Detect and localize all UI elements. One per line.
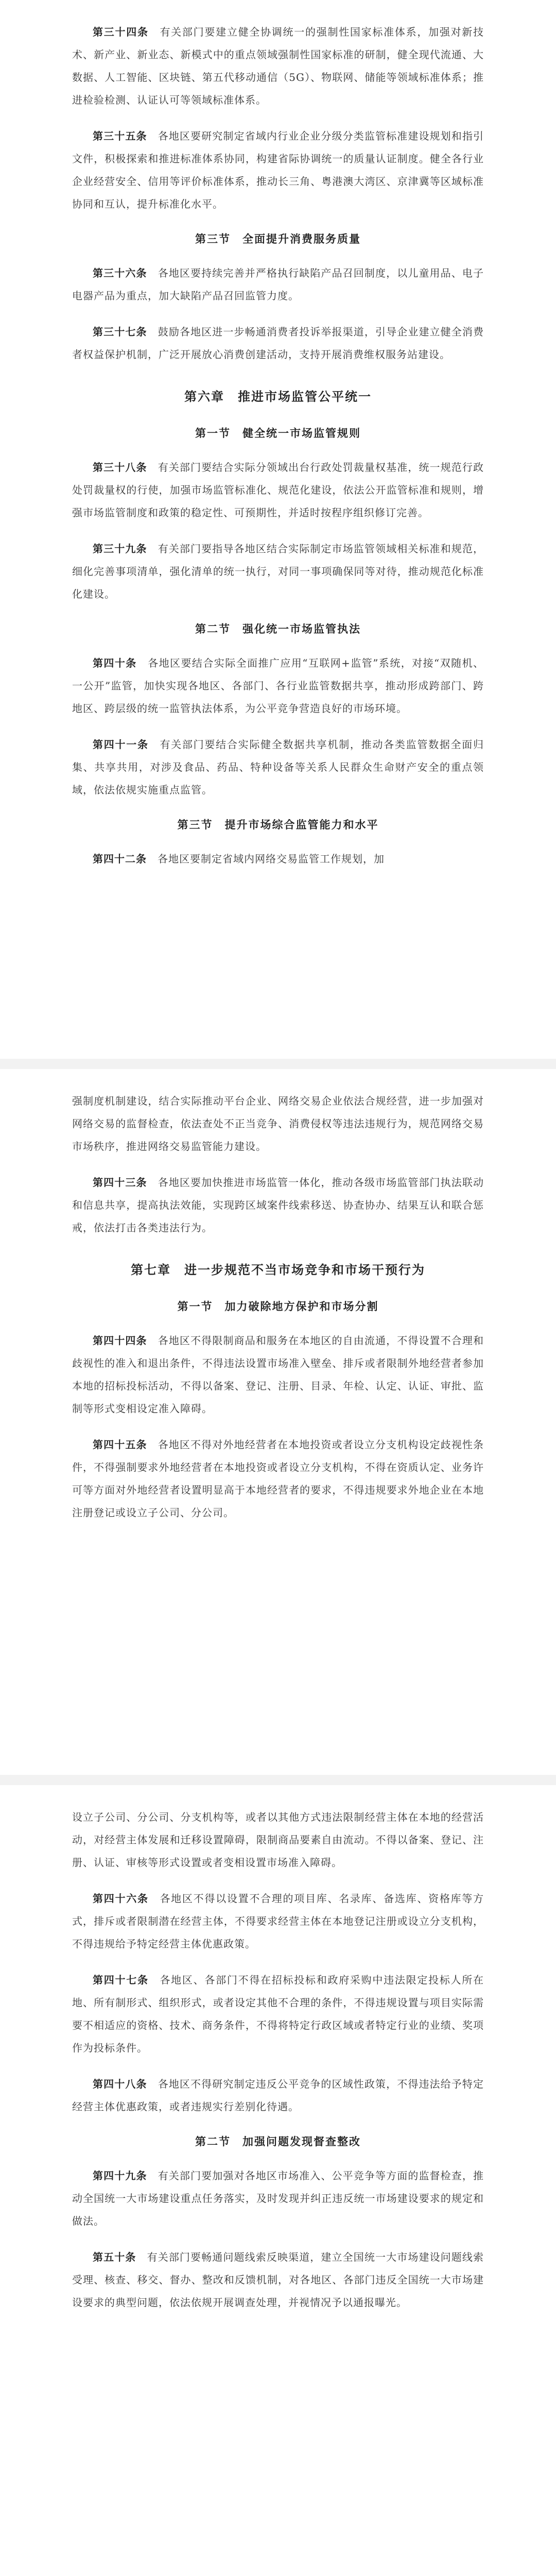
document-page-3 — [0, 1785, 556, 2327]
article-text: 鼓励各地区进一步畅通消费者投诉举报渠道，引导企业建立健全消费者权益保护机制，广泛开展放心消费创建活动，支持开展消费维权服务站建设。 — [72, 326, 484, 361]
paragraph-continued — [72, 1090, 484, 1158]
article-number: 第三十五条 — [93, 130, 147, 142]
article-text: 各地区要制定省域内网络交易监管工作规划，加 — [158, 853, 385, 865]
article-text: 有关部门要建立健全协调统一的强制性国家标准体系，加强对新技术、新产业、新业态、新模式中的重点领域强制性国家标准的研制，健全现代流通、大数据、人工智能、区块链、第五代移动通信（5G）、物联网、储能等领域标准体系；推进检验检测、认证认可等领域标准体系。 — [72, 26, 484, 106]
page-separator — [0, 1775, 556, 1785]
article-paragraph — [72, 537, 484, 605]
article-text: 各地区不得限制商品和服务在本地区的自由流通，不得设置不合理和歧视性的准入和退出条件，不得违法设置市场准入壁垒、排斥或者限制外地经营者参加本地的招标投标活动，不得以备案、登记、注册、目录、年检、认定、认证、审批、监制等形式变相设定准入障碍。 — [72, 1334, 484, 1415]
article-number: 第三十七条 — [93, 326, 147, 338]
article-paragraph — [72, 848, 484, 870]
article-text: 有关部门要结合实际分领域出台行政处罚裁量权基准，统一规范行政处罚裁量权的行使，加强市场监管标准化、规范化建设，依法公开监管标准和规则，增强市场监管制度和政策的稳定性、可预期性，并适时按程序组织修订完善。 — [72, 461, 484, 519]
article-text: 各地区要持续完善并严格执行缺陷产品召回制度，以儿童用品、电子电器产品为重点，加大缺陷产品召回监管力度。 — [72, 267, 484, 302]
article-text: 各地区要结合实际全面推广应用“互联网+监管”系统，对接“双随机、一公开”监管，加快实现各地区、各部门、各行业监管数据共享，推动形成跨部门、跨地区、跨层级的统一监管执法体系，为公平竞争营造良好的市场环境。 — [72, 657, 484, 715]
paragraph-continued — [72, 1806, 484, 1874]
article-paragraph — [72, 1329, 484, 1420]
section-heading: 第三节 全面提升消费服务质量 — [195, 232, 361, 245]
chapter-heading: 第六章 推进市场监管公平统一 — [184, 389, 372, 404]
article-number: 第四十五条 — [93, 1438, 147, 1451]
article-number: 第四十六条 — [93, 1892, 149, 1905]
article-number: 第四十条 — [93, 657, 137, 669]
article-text: 各地区要加快推进市场监管一体化，推动各级市场监管部门执法联动和信息共享，提高执法效能，实现跨区域案件线索移送、协查协办、结果互认和联合惩戒，依法打击各类违法行为。 — [72, 1176, 484, 1234]
article-paragraph — [72, 262, 484, 307]
article-paragraph — [72, 1433, 484, 1524]
article-paragraph — [72, 125, 484, 215]
section-heading: 第一节 加力破除地方保护和市场分割 — [177, 1300, 379, 1313]
article-number: 第四十八条 — [93, 2078, 147, 2090]
article-paragraph — [72, 2164, 484, 2232]
article-paragraph — [72, 2246, 484, 2314]
page-separator — [0, 1059, 556, 1069]
article-text: 各地区、各部门不得在招标投标和政府采购中违法限定投标人所在地、所有制形式、组织形式，或者设定其他不合理的条件，不得违规设置与项目实际需要不相适应的资格、技术、商务条件，不得将特定行政区域或者特定行业的业绩、奖项作为投标条件。 — [72, 1974, 484, 2054]
document-page-2 — [0, 1069, 556, 1537]
article-paragraph — [72, 2073, 484, 2118]
article-paragraph — [72, 1171, 484, 1239]
article-text: 设立子公司、分公司、分支机构等，或者以其他方式违法限制经营主体在本地的经营活动，对经营主体发展和迁移设置障碍，限制商品要素自由流动。不得以备案、登记、注册、认证、审核等形式设置或者变相设置市场准入障碍。 — [72, 1811, 484, 1869]
article-paragraph — [72, 1887, 484, 1955]
article-text: 有关部门要畅通问题线索反映渠道，建立全国统一大市场建设问题线索受理、核查、移交、督办、整改和反馈机制，对各地区、各部门违反全国统一大市场建设要求的典型问题，依法依规开展调查处理，并视情况予以通报曝光。 — [72, 2251, 484, 2309]
section-heading: 第三节 提升市场综合监管能力和水平 — [177, 818, 379, 831]
article-text: 各地区不得对外地经营者在本地投资或者设立分支机构设定歧视性条件，不得强制要求外地经营者在本地投资或者设立分支机构，不得在资质认定、业务许可等方面对外地经营者设置明显高于本地经营者的要求，不得违规要求外地企业在本地注册登记或设立子公司、分公司。 — [72, 1438, 484, 1519]
article-text: 有关部门要加强对各地区市场准入、公平竞争等方面的监督检查，推动全国统一大市场建设重点任务落实，及时发现并纠正违反统一市场建设要求的规定和做法。 — [72, 2170, 484, 2227]
article-text: 有关部门要指导各地区结合实际制定市场监管领域相关标准和规范，细化完善事项清单，强化清单的统一执行，对同一事项确保同等对待，推动规范化标准化建设。 — [72, 543, 484, 600]
article-number: 第四十四条 — [93, 1334, 147, 1347]
article-paragraph — [72, 652, 484, 720]
article-text: 各地区不得研究制定违反公平竞争的区域性政策，不得违法给予特定经营主体优惠政策，或者违规实行差别化待遇。 — [72, 2078, 484, 2113]
article-number: 第四十九条 — [93, 2170, 147, 2182]
article-number: 第四十一条 — [93, 738, 149, 751]
article-number: 第三十四条 — [93, 26, 149, 38]
article-number: 第三十八条 — [93, 461, 147, 473]
article-number: 第四十三条 — [93, 1176, 147, 1189]
article-number: 第五十条 — [93, 2251, 136, 2263]
section-heading: 第二节 加强问题发现督查整改 — [195, 2135, 361, 2148]
document-page-1 — [0, 0, 556, 884]
article-text: 强制度机制建设，结合实际推动平台企业、网络交易企业依法合规经营，进一步加强对网络交易的监督检查，依法查处不正当竞争、消费侵权等违法违规行为，规范网络交易市场秩序，推进网络交易监管能力建设。 — [72, 1095, 484, 1153]
article-paragraph — [72, 320, 484, 366]
article-number: 第三十九条 — [93, 543, 147, 555]
article-paragraph — [72, 456, 484, 524]
article-paragraph — [72, 733, 484, 801]
article-text: 有关部门要结合实际健全数据共享机制，推动各类监管数据全面归集、共享共用，对涉及食品、药品、特种设备等关系人民群众生命财产安全的重点领域，依法依规实施重点监管。 — [72, 738, 484, 796]
section-heading: 第一节 健全统一市场监管规则 — [195, 427, 361, 439]
article-paragraph — [72, 1969, 484, 2059]
article-text: 各地区不得以设置不合理的项目库、名录库、备选库、资格库等方式，排斥或者限制潜在经营主体，不得要求经营主体在本地登记注册或设立分支机构，不得违规给予特定经营主体优惠政策。 — [72, 1892, 484, 1950]
chapter-heading: 第七章 进一步规范不当市场竞争和市场干预行为 — [131, 1262, 425, 1277]
section-heading: 第二节 强化统一市场监管执法 — [195, 622, 361, 635]
article-number: 第三十六条 — [93, 267, 147, 279]
article-number: 第四十七条 — [93, 1974, 149, 1986]
article-number: 第四十二条 — [93, 853, 147, 865]
article-paragraph — [72, 21, 484, 111]
article-text: 各地区要研究制定省域内行业企业分级分类监管标准建设规划和指引文件，积极探索和推进标准体系协同，构建省际协调统一的质量认证制度。健全各行业企业经营安全、信用等评价标准体系，推动长三角、粤港澳大湾区、京津冀等区域标准协同和互认，提升标准化水平。 — [72, 130, 484, 210]
